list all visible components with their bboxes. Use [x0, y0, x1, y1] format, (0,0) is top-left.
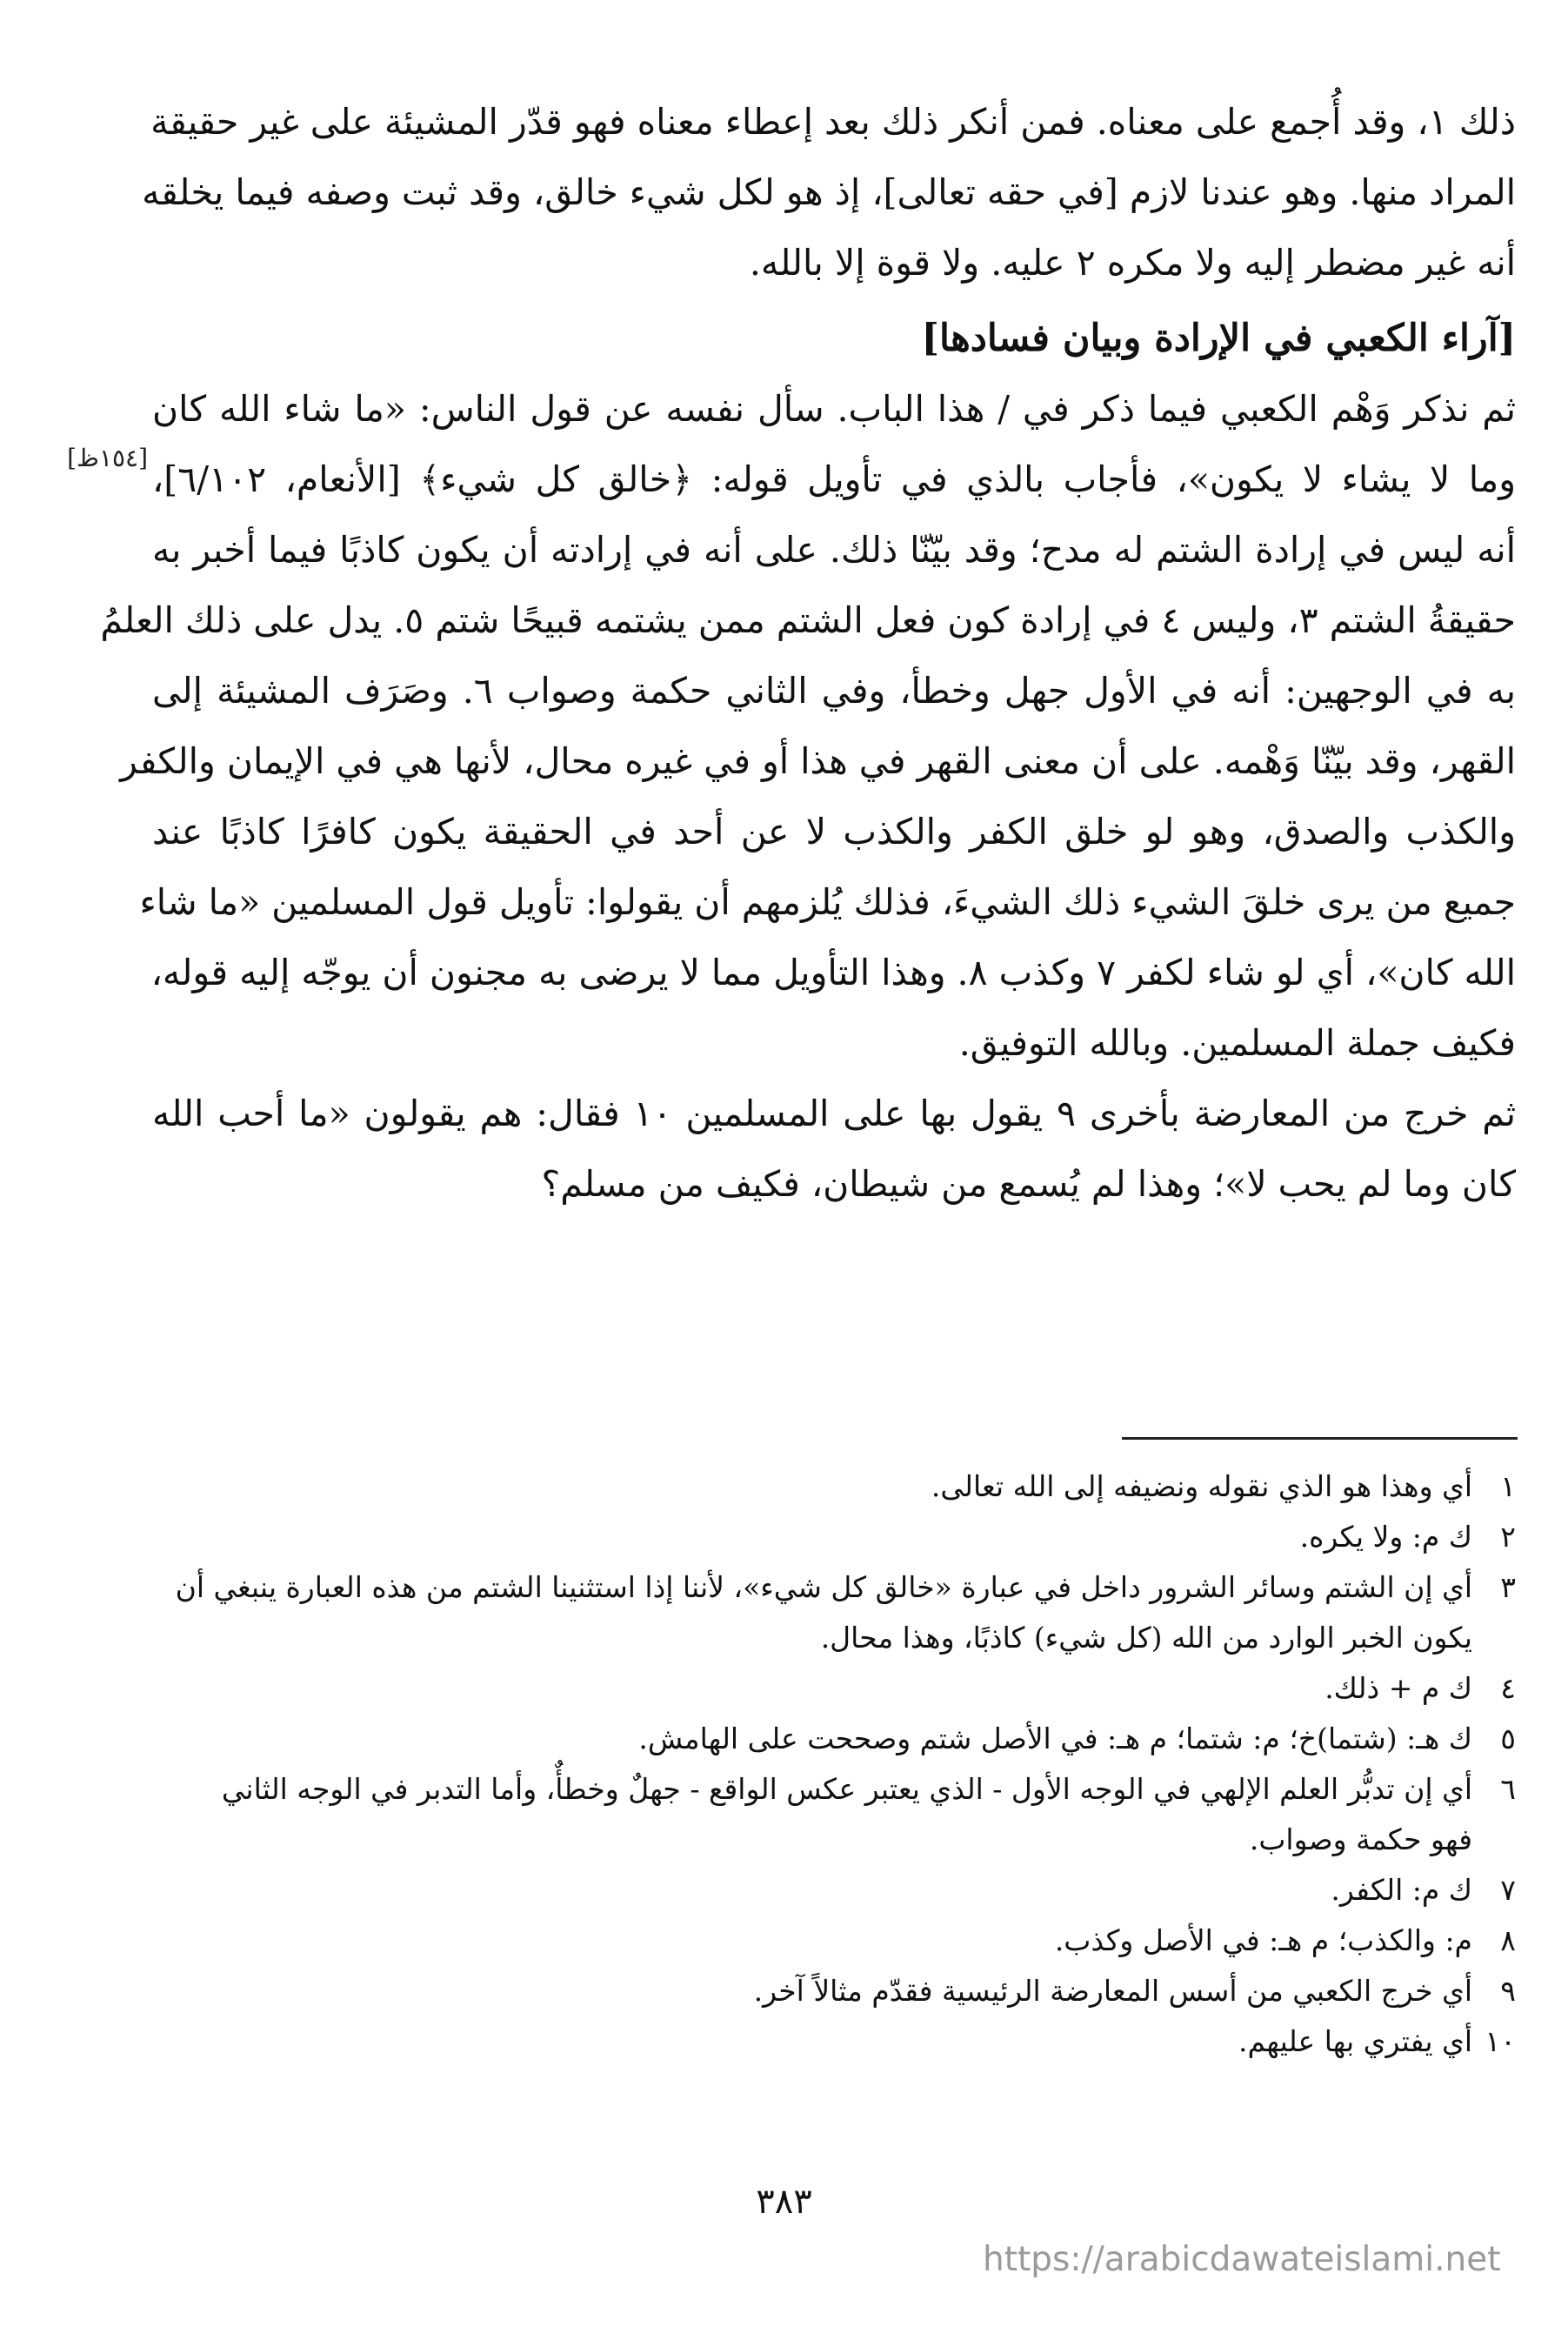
text-line: وما لا يشاء لا يكون»، فأجاب بالذي في تأويل قوله: ﴿خالق كل شيء﴾ [الأنعام، ٦/١٠٢]، — [152, 458, 1516, 500]
section-heading: [آراء الكعبي في الإرادة وبيان فسادها] — [921, 317, 1516, 360]
footnote-number: ١٠ — [1485, 2024, 1516, 2058]
page-number: ٣٨٣ — [756, 2182, 812, 2222]
text-line: ذلك ١، وقد أُجمع على معناه. فمن أنكر ذلك بعد إعطاء معناه فهو قدّر المشيئة على غير حقيقة — [150, 101, 1516, 143]
footnote — [152, 1865, 1516, 1916]
footnotes — [152, 1461, 1516, 2067]
text-line: فكيف جملة المسلمين. وبالله التوفيق. — [958, 1022, 1516, 1064]
text-line: ثم خرج من المعارضة بأخرى ٩ يقول بها على المسلمين ١٠ فقال: هم يقولون «ما أحب الله — [152, 1093, 1516, 1134]
footnote-text: فهو حكمة وصواب. — [1249, 1822, 1472, 1856]
footnote-text: ك م: الكفر. — [1331, 1873, 1472, 1907]
footnote-number: ٧ — [1500, 1873, 1516, 1907]
footnote — [152, 2016, 1516, 2067]
footnote-number: ٦ — [1500, 1772, 1516, 1806]
watermark: https://arabicdawateislami.net — [983, 2240, 1501, 2279]
footnote-text: أي إن تدبُّر العلم الإلهي في الوجه الأول - الذي يعتبر عكس الواقع - جهلٌ وخطأٌ، وأما التدبر في الوجه الثاني — [221, 1772, 1472, 1806]
text-line: المراد منها. وهو عندنا لازم [في حقه تعالى]، إذ هو لكل شيء خالق، وقد ثبت وصفه فيما يخلقه — [142, 171, 1516, 213]
footnote — [152, 1916, 1516, 1966]
footnote — [152, 1714, 1516, 1764]
footnote — [152, 1764, 1516, 1865]
text-line: أنه ليس في إرادة الشتم له مدح؛ وقد بيّنّا ذلك. على أنه في إرادته أن يكون كاذبًا فيما أخبر به — [152, 529, 1516, 571]
text-line: جميع من يرى خلقَ الشيء ذلك الشيءَ، فذلك يُلزمهم أن يقولوا: تأويل قول المسلمين «ما شاء — [139, 881, 1516, 923]
footnote-text: يكون الخبر الوارد من الله (كل شيء) كاذبًا، وهذا محال. — [820, 1621, 1472, 1655]
footnote — [152, 1512, 1516, 1562]
footnote-text: أي خرج الكعبي من أسس المعارضة الرئيسية فقدّم مثالاً آخر. — [753, 1974, 1472, 2008]
footnote-divider — [1122, 1437, 1518, 1440]
footnote-text: ك م + ذلك. — [1324, 1671, 1472, 1705]
text-line: الله كان»، أي لو شاء لكفر ٧ وكذب ٨. وهذا التأويل مما لا يرضى به مجنون أن يوجّه إليه قوله، — [150, 952, 1516, 993]
text-line: ثم نذكر وَهْم الكعبي فيما ذكر في / هذا الباب. سأل نفسه عن قول الناس: «ما شاء الله كان — [152, 388, 1516, 430]
text-line: كان وما لم يحب لا»؛ وهذا لم يُسمع من شيطان، فكيف من مسلم؟ — [541, 1163, 1516, 1205]
footnote — [152, 1461, 1516, 1512]
footnote-text: أي وهذا هو الذي نقوله ونضيفه إلى الله تعالى. — [931, 1469, 1472, 1503]
footnote-number: ٩ — [1500, 1974, 1516, 2008]
folio-margin-note: [١٥٤ظ] — [67, 444, 148, 472]
footnote-number: ٨ — [1500, 1923, 1516, 1957]
text-line: والكذب والصدق، وهو لو خلق الكفر والكذب لا عن أحد في الحقيقة يكون كافرًا كاذبًا عند — [152, 811, 1516, 853]
text-line: أنه غير مضطر إليه ولا مكره ٢ عليه. ولا قوة إلا بالله. — [749, 242, 1516, 284]
footnote-text: ك م: ولا يكره. — [1299, 1520, 1472, 1554]
footnote-text: م: والكذب؛ م هـ: في الأصل وكذب. — [1054, 1923, 1472, 1957]
footnote — [152, 1562, 1516, 1663]
footnote-text: أي إن الشتم وسائر الشرور داخل في عبارة «خالق كل شيء»، لأننا إذا استثنينا الشتم من هذه العبارة ينبغي أن — [175, 1570, 1472, 1604]
footnote-number: ٤ — [1500, 1671, 1516, 1705]
footnote-number: ٣ — [1500, 1570, 1516, 1604]
footnote-number: ٥ — [1500, 1722, 1516, 1755]
text-line: به في الوجهين: أنه في الأول جهل وخطأ، وفي الثاني حكمة وصواب ٦. وصَرَف المشيئة إلى — [152, 670, 1516, 712]
footnote — [152, 1663, 1516, 1714]
footnote-number: ١ — [1500, 1469, 1516, 1503]
text-line: حقيقةُ الشتم ٣، وليس ٤ في إرادة كون فعل الشتم ممن يشتمه قبيحًا شتم ٥. يدل على ذلك العلمُ — [100, 599, 1516, 641]
footnote-text: أي يفتري بها عليهم. — [1238, 2024, 1472, 2058]
footnote-text: ك هـ: (شتما)خ؛ م: شتما؛ م هـ: في الأصل شتم وصححت على الهامش. — [638, 1722, 1472, 1755]
text-line: القهر، وقد بيّنّا وَهْمه. على أن معنى القهر في هذا أو في غيره محال، لأنها هي في الإيمان والكفر — [120, 740, 1516, 782]
footnote — [152, 1966, 1516, 2016]
footnote-number: ٢ — [1500, 1520, 1516, 1554]
